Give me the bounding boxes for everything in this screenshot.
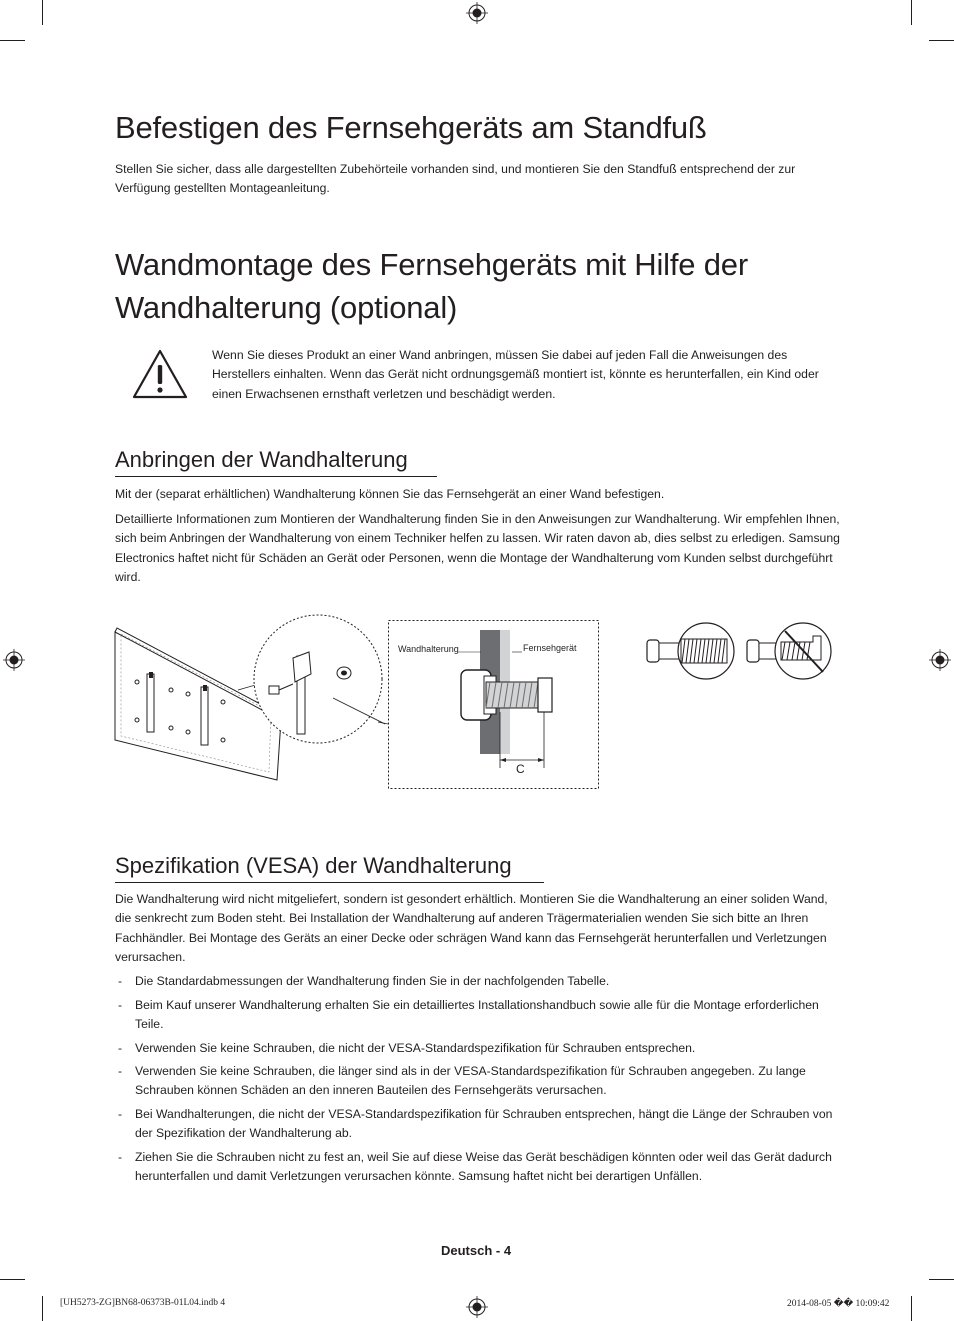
page-title-stand: Befestigen des Fernsehgeräts am Standfuß bbox=[115, 110, 707, 145]
screw-ok-illustration bbox=[645, 620, 835, 682]
label-dimension-c: C bbox=[516, 762, 525, 776]
tv-back-illustration bbox=[113, 612, 403, 782]
list-item-text: Beim Kauf unserer Wandhalterung erhalten Sie ein detailliertes Installationshandbuch sowie alle für die Montage erforderlichen Teile. bbox=[135, 998, 819, 1032]
crop-mark bbox=[911, 1296, 912, 1321]
bullet-dash: - bbox=[118, 974, 123, 988]
list-item bbox=[115, 1039, 837, 1058]
page-number: Deutsch - 4 bbox=[441, 1243, 512, 1258]
list-item bbox=[115, 1148, 837, 1187]
print-slug-right: 2014-08-05 �� 10:09:42 bbox=[787, 1299, 890, 1309]
bullet-dash: - bbox=[118, 1064, 123, 1078]
registration-mark-icon bbox=[466, 1296, 488, 1318]
heading-underline bbox=[115, 882, 544, 883]
list-item bbox=[115, 1105, 837, 1144]
stand-instruction-text: Stellen Sie sicher, dass alle dargestellten Zubehörteile vorhanden sind, und montieren Sie den Standfuß entsprechend der zur Verfügung gestellten Montageanleitung. bbox=[115, 162, 796, 196]
bullet-dash: - bbox=[118, 1150, 123, 1164]
warning-icon bbox=[131, 348, 189, 400]
heading-underline bbox=[115, 476, 437, 477]
bullet-dash: - bbox=[118, 1041, 123, 1055]
print-slug-left: [UH5273-ZG]BN68-06373B-01L04.indb 4 bbox=[60, 1298, 226, 1308]
list-item bbox=[115, 996, 837, 1035]
crop-mark bbox=[42, 1296, 43, 1321]
label-tv: Fernsehgerät bbox=[523, 643, 577, 653]
list-item-text: Verwenden Sie keine Schrauben, die nicht der VESA-Standardspezifikation für Schrauben entsprechen. bbox=[135, 1041, 696, 1055]
bullet-dash: - bbox=[118, 998, 123, 1012]
label-wall-bracket: Wandhalterung bbox=[398, 644, 459, 654]
list-item-text: Bei Wandhalterungen, die nicht der VESA-Standardspezifikation für Schrauben entsprechen, hängt die Länge der Schrauben von der Spezifikation der Wandhalterung ab. bbox=[135, 1107, 833, 1141]
vesa-paragraph: Die Wandhalterung wird nicht mitgeliefert, sondern ist gesondert erhältlich. Montieren Sie die Wandhalterung an einer soliden Wand, die senkrecht zum Boden steht. Bei Installation der Wandhalterung auf anderen Trägermaterialien wenden Sie sich bitte an Ihren Fachhändler. Bei Montage des Geräts an einer Decke oder schrägen Wand kann das Fernsehgerät herunterfallen und Verletzungen verursachen. bbox=[115, 892, 828, 964]
crop-mark bbox=[0, 40, 25, 41]
list-item-text: Die Standardabmessungen der Wandhalterung finden Sie in der nachfolgenden Tabelle. bbox=[135, 974, 610, 988]
list-item-text: Ziehen Sie die Schrauben nicht zu fest an, weil Sie auf diese Weise das Gerät beschädigen könnten oder weil das Gerät dadurch herunterfallen und damit Verletzungen verursachen könnte. Samsung haftet nicht bei derartigen Unfällen. bbox=[135, 1150, 832, 1184]
section-heading-mounting: Anbringen der Wandhalterung bbox=[115, 447, 408, 472]
registration-mark-icon bbox=[466, 2, 488, 24]
crop-mark bbox=[929, 40, 954, 41]
crop-mark bbox=[42, 0, 43, 25]
list-item bbox=[115, 1062, 837, 1101]
list-item bbox=[115, 972, 837, 991]
registration-mark-icon bbox=[3, 649, 25, 671]
registration-mark-icon bbox=[929, 649, 951, 671]
mounting-paragraph-1: Mit der (separat erhältlichen) Wandhalterung können Sie das Fernsehgerät an einer Wand befestigen. bbox=[115, 487, 665, 501]
crop-mark bbox=[911, 0, 912, 25]
warning-text: Wenn Sie dieses Produkt an einer Wand anbringen, müssen Sie dabei auf jeden Fall die Anweisungen des Herstellers einhalten. Wenn das Gerät nicht ordnungsgemäß montiert ist, könnte es herunterfallen, ein Kind oder einen Erwachsenen ernsthaft verletzen und beschädigt werden. bbox=[212, 348, 819, 401]
bullet-dash: - bbox=[118, 1107, 123, 1121]
crop-mark bbox=[929, 1279, 954, 1280]
section-heading-vesa: Spezifikation (VESA) der Wandhalterung bbox=[115, 853, 512, 878]
list-item-text: Verwenden Sie keine Schrauben, die länger sind als in der VESA-Standardspezifikation für Schrauben angegeben. Zu lange Schrauben können Schäden an den inneren Bauteilen des Fernsehgeräts verursachen. bbox=[135, 1064, 806, 1098]
page-title-wall-mount: Wandmontage des Fernsehgeräts mit Hilfe der Wandhalterung (optional) bbox=[115, 247, 748, 325]
mounting-paragraph-2: Detaillierte Informationen zum Montieren der Wandhalterung finden Sie in den Anweisungen zur Wandhalterung. Wir empfehlen Ihnen, sich beim Anbringen der Wandhalterung von einem Techniker helfen zu lassen. Wir raten davon ab, dies selbst zu erledigen. Samsung Electronics haftet nicht für Schäden an Gerät oder Personen, wenn die Montage der Wandhalterung vom Kunden selbst durchgeführt wird. bbox=[115, 512, 840, 584]
crop-mark bbox=[0, 1279, 25, 1280]
